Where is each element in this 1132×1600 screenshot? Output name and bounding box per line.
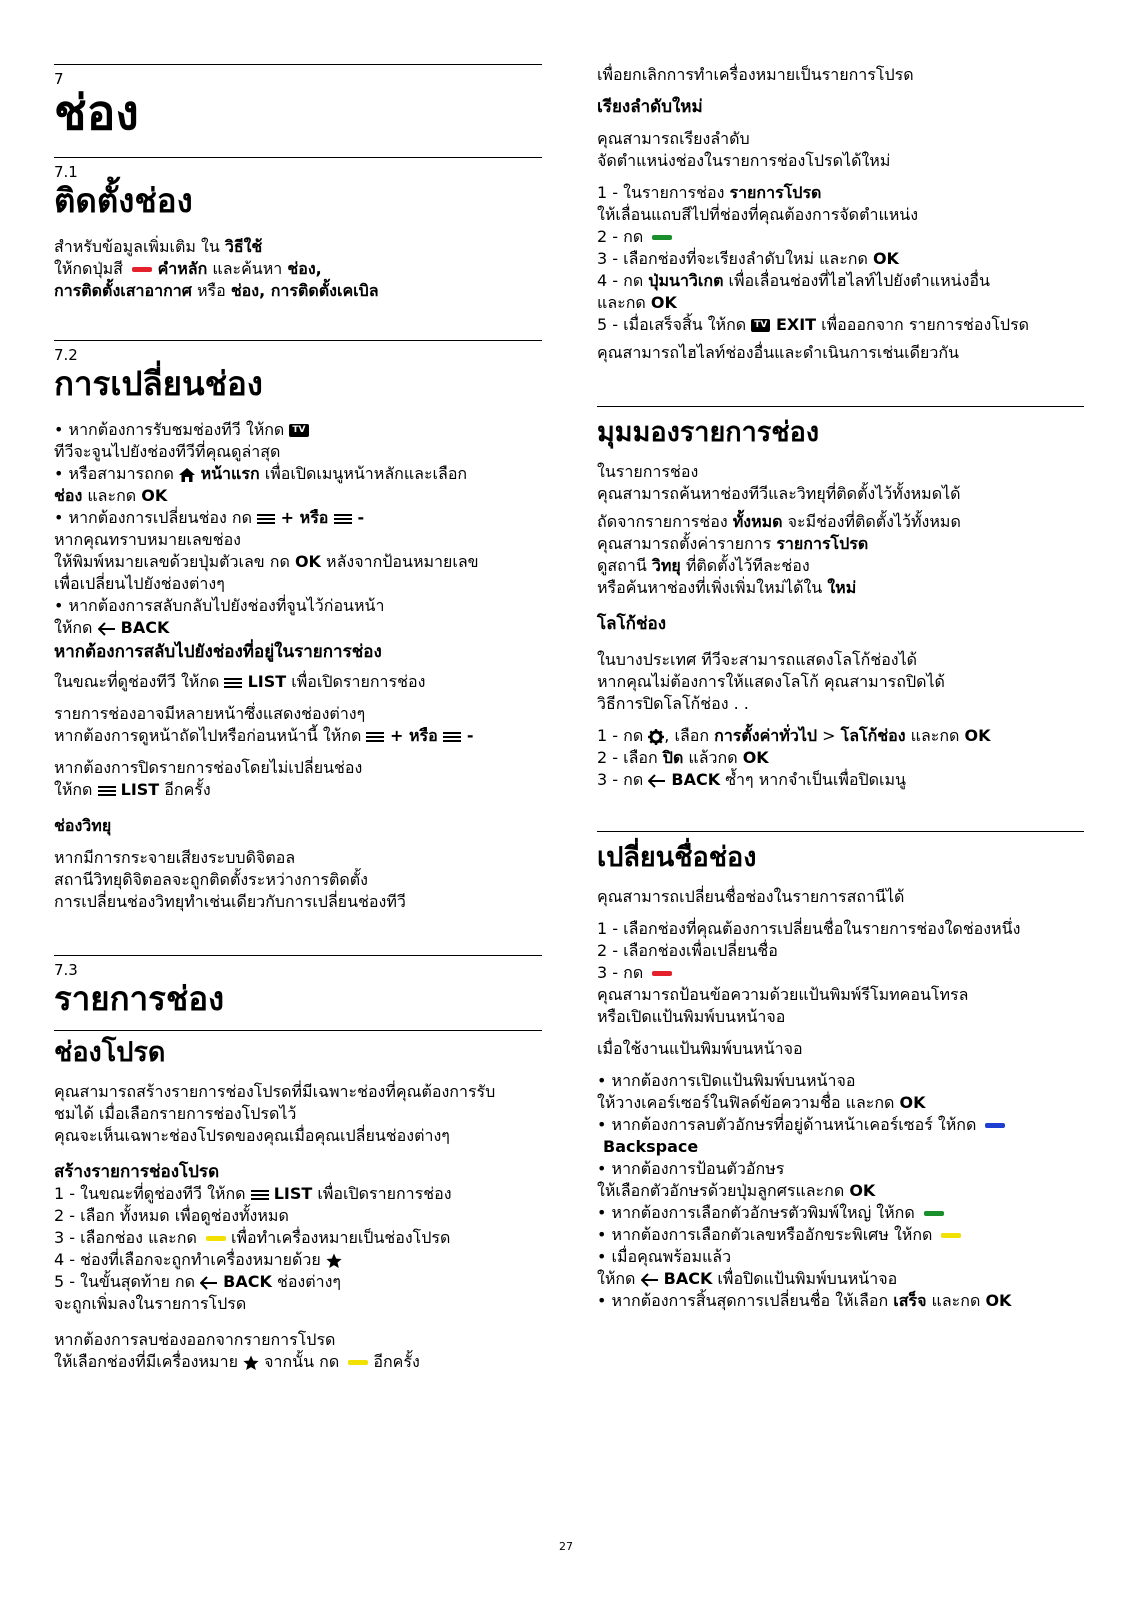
- logo-line-2: หากคุณไม่ต้องการให้แสดงโลโก้ คุณสามารถปิดได้: [597, 672, 945, 691]
- favourites-title: ช่องโปรด: [54, 1037, 166, 1068]
- switch-line-1: • หากต้องการรับชมช่องทีวี ให้กด TV: [54, 419, 542, 441]
- rename-step-3: 3 - กด: [597, 962, 1084, 984]
- menu-lines-icon: [251, 1189, 269, 1201]
- chapter-title: ช่อง: [54, 85, 139, 141]
- install-line-1: สำหรับข้อมูลเพิ่มเติม ใน วิธีใช้: [54, 237, 263, 256]
- kbd-line-5: • หากต้องการป้อนตัวอักษร: [597, 1159, 785, 1178]
- kbd-line-9: • เมื่อคุณพร้อมแล้ว: [597, 1247, 732, 1266]
- kbd-line-3: • หากต้องการลบตัวอักษรที่อยู่ด้านหน้าเคอร์เซอร์ ให้กด: [597, 1114, 1084, 1136]
- remove-line-2: ให้เลือกช่องที่มีเครื่องหมาย จากนั้น กด อีกครั้ง: [54, 1352, 420, 1371]
- tv-icon: TV: [289, 424, 308, 437]
- yellow-key-icon: [941, 1233, 961, 1238]
- yellow-key-icon: [206, 1236, 226, 1241]
- rename-step-2: 2 - เลือกช่องเพื่อเปลี่ยนชื่อ: [597, 941, 778, 960]
- rename-rule: [597, 831, 1084, 832]
- kbd-line-2: ให้วางเคอร์เซอร์ในฟิลด์ข้อความชื่อ และกด OK: [597, 1093, 926, 1112]
- star-icon: [243, 1355, 259, 1371]
- kbd-line-1: • หากต้องการเปิดแป้นพิมพ์บนหน้าจอ: [597, 1071, 856, 1090]
- radio-heading: ช่องวิทยุ: [54, 816, 112, 835]
- switch-line-4: ช่อง และกด OK: [54, 486, 168, 505]
- section-7-1-number: 7.1: [54, 163, 78, 181]
- lv-line-1: ในรายการช่อง: [597, 462, 699, 481]
- list-line-2: รายการช่องอาจมีหลายหน้าซึ่งแสดงช่องต่างๆ: [54, 704, 366, 723]
- create-step-6: จะถูกเพิ่มลงในรายการโปรด: [54, 1294, 247, 1313]
- fav-line-3: คุณจะเห็นเฉพาะช่องโปรดของคุณเมื่อคุณเปลี่ยนช่องต่างๆ: [54, 1126, 450, 1145]
- unfav-line: เพื่อยกเลิกการทำเครื่องหมายเป็นรายการโปรด: [597, 65, 914, 84]
- page-number: 27: [559, 1540, 573, 1553]
- radio-line-2: สถานีวิทยุดิจิตอลจะถูกติดตั้งระหว่างการติดตั้ง: [54, 870, 368, 889]
- blue-key-icon: [985, 1123, 1005, 1128]
- tv-icon: TV: [751, 319, 770, 332]
- section-7-3-number: 7.3: [54, 961, 78, 979]
- switch-line-10: ให้กด BACK: [54, 618, 170, 637]
- logo-step-1: 1 - กด , เลือก การตั้งค่าทั่วไป > โลโก้ช่อง และกด OK: [597, 726, 991, 745]
- fav-line-1: คุณสามารถสร้างรายการช่องโปรดที่มีเฉพาะช่องที่คุณต้องการรับ: [54, 1082, 496, 1101]
- list-line-1: ในขณะที่ดูช่องทีวี ให้กด LIST เพื่อเปิดรายการช่อง: [54, 672, 426, 691]
- back-arrow-icon: [641, 1273, 659, 1287]
- reorder-line-1: คุณสามารถเรียงลำดับ: [597, 129, 750, 148]
- lv-line-5: ดูสถานี วิทยุ ที่ติดตั้งไว้ทีละช่อง: [597, 556, 810, 575]
- kbd-line-10: ให้กด BACK เพื่อปิดแป้นพิมพ์บนหน้าจอ: [597, 1269, 898, 1288]
- switch-line-7: ให้พิมพ์หมายเลขด้วยปุ่มตัวเลข กด OK หลังจากป้อนหมายเลข: [54, 552, 479, 571]
- back-arrow-icon: [200, 1276, 218, 1290]
- chapter-rule: [54, 64, 542, 65]
- list-view-title: มุมมองรายการช่อง: [597, 417, 820, 448]
- reorder-heading: เรียงลำดับใหม่: [597, 97, 703, 117]
- reorder-step-4b: และกด OK: [597, 293, 677, 312]
- reorder-step-4: 4 - กด ปุ่มนาวิเกต เพื่อเลื่อนช่องที่ไฮไลท์ไปยังตำแหน่งอื่น: [597, 271, 990, 290]
- rename-step-1: 1 - เลือกช่องที่คุณต้องการเปลี่ยนชื่อในรายการช่องใดช่องหนึ่ง: [597, 919, 1021, 938]
- list-line-3: หากต้องการดูหน้าถัดไปหรือก่อนหน้านี้ ให้กด + หรือ -: [54, 726, 474, 745]
- menu-lines-icon: [366, 731, 384, 743]
- list-view-rule: [597, 406, 1084, 407]
- menu-lines-icon: [443, 731, 461, 743]
- gear-icon: [648, 729, 664, 745]
- right-column: [597, 0, 1084, 1312]
- channel-logos-heading: โลโก้ช่อง: [597, 614, 667, 634]
- kbd-line-4: Backspace: [603, 1137, 699, 1156]
- back-arrow-icon: [98, 622, 116, 636]
- list-line-4: หากต้องการปิดรายการช่องโดยไม่เปลี่ยนช่อง: [54, 758, 363, 777]
- create-step-3: 3 - เลือกช่อง และกด เพื่อทำเครื่องหมายเป็นช่องโปรด: [54, 1228, 451, 1247]
- green-key-icon: [924, 1211, 944, 1216]
- radio-line-1: หากมีการกระจายเสียงระบบดิจิตอล: [54, 848, 296, 867]
- remove-line-1: หากต้องการลบช่องออกจากรายการโปรด: [54, 1330, 336, 1349]
- create-step-2: 2 - เลือก ทั้งหมด เพื่อดูช่องทั้งหมด: [54, 1206, 289, 1225]
- create-step-5: 5 - ในขั้นสุดท้าย กด BACK ช่องต่างๆ: [54, 1272, 342, 1291]
- switch-line-5: • หากต้องการเปลี่ยนช่อง กด + หรือ -: [54, 508, 365, 527]
- section-7-2-rule: [54, 340, 542, 341]
- create-fav-heading: สร้างรายการช่องโปรด: [54, 1162, 220, 1182]
- section-7-2-title: การเปลี่ยนช่อง: [54, 364, 263, 403]
- reorder-step-2: 2 - กด: [597, 226, 1084, 248]
- kbd-line-7: • หากต้องการเลือกตัวอักษรตัวพิมพ์ใหญ่ ให้กด: [597, 1202, 1084, 1224]
- rename-title: เปลี่ยนชื่อช่อง: [597, 842, 757, 873]
- logo-step-3: 3 - กด BACK ซ้ำๆ หากจำเป็นเพื่อปิดเมนู: [597, 770, 906, 789]
- reorder-note: คุณสามารถไฮไลท์ช่องอื่นและดำเนินการเช่นเดียวกัน: [597, 343, 959, 362]
- install-line-2: ให้กดปุ่มสี คำหลัก และค้นหา ช่อง,: [54, 259, 322, 278]
- section-7-2-number: 7.2: [54, 346, 78, 364]
- kbd-line-8: • หากต้องการเลือกตัวเลขหรืออักขระพิเศษ ให้กด: [597, 1224, 1084, 1246]
- left-column: [54, 0, 542, 1373]
- reorder-line-2: จัดตำแหน่งช่องในรายการช่องโปรดได้ใหม่: [597, 151, 891, 170]
- switch-line-8: เพื่อเปลี่ยนไปยังช่องต่างๆ: [54, 574, 225, 593]
- favourites-rule: [54, 1030, 542, 1031]
- logo-line-3: วิธีการปิดโลโก้ช่อง . .: [597, 694, 749, 713]
- fav-line-2: ชมได้ เมื่อเลือกรายการช่องโปรดไว้: [54, 1104, 297, 1123]
- lv-line-6: หรือค้นหาช่องที่เพิ่งเพิ่มใหม่ได้ใน ใหม่: [597, 578, 857, 597]
- menu-lines-icon: [224, 677, 242, 689]
- switch-line-9: • หากต้องการสลับกลับไปยังช่องที่จูนไว้ก่อนหน้า: [54, 596, 385, 615]
- kbd-line-11: • หากต้องการสิ้นสุดการเปลี่ยนชื่อ ให้เลือก เสร็จ และกด OK: [597, 1291, 1012, 1310]
- reorder-step-3: 3 - เลือกช่องที่จะเรียงลำดับใหม่ และกด OK: [597, 249, 899, 268]
- section-7-3-title: รายการช่อง: [54, 979, 225, 1018]
- green-key-icon: [652, 235, 672, 240]
- home-icon: [179, 468, 195, 482]
- switch-in-list-heading: หากต้องการสลับไปยังช่องที่อยู่ในรายการช่อง: [54, 642, 382, 662]
- lv-line-2: คุณสามารถค้นหาช่องทีวีและวิทยุที่ติดตั้งไว้ทั้งหมดได้: [597, 484, 961, 503]
- lv-line-3: ถัดจากรายการช่อง ทั้งหมด จะมีช่องที่ติดตั้งไว้ทั้งหมด: [597, 512, 961, 531]
- back-arrow-icon: [648, 774, 666, 788]
- red-key-icon: [132, 267, 152, 272]
- logo-line-1: ในบางประเทศ ทีวีจะสามารถแสดงโลโก้ช่องได้: [597, 650, 918, 669]
- rename-line-2: คุณสามารถป้อนข้อความด้วยแป้นพิมพ์รีโมทคอนโทรล: [597, 985, 969, 1004]
- rename-line-1: คุณสามารถเปลี่ยนชื่อช่องในรายการสถานีได้: [597, 887, 905, 906]
- reorder-step-5: 5 - เมื่อเสร็จสิ้น ให้กด TV EXIT เพื่อออกจาก รายการช่องโปรด: [597, 315, 1030, 334]
- chapter-number: 7: [54, 70, 64, 88]
- rename-line-3: หรือเปิดแป้นพิมพ์บนหน้าจอ: [597, 1007, 786, 1026]
- switch-line-6: หากคุณทราบหมายเลขช่อง: [54, 530, 241, 549]
- section-7-3-rule: [54, 955, 542, 956]
- menu-lines-icon: [257, 513, 275, 525]
- list-line-5: ให้กด LIST อีกครั้ง: [54, 780, 211, 799]
- rename-line-4: เมื่อใช้งานแป้นพิมพ์บนหน้าจอ: [597, 1039, 803, 1058]
- reorder-step-1b: ให้เลื่อนแถบสีไปที่ช่องที่คุณต้องการจัดตำแหน่ง: [597, 205, 919, 224]
- create-step-1: 1 - ในขณะที่ดูช่องทีวี ให้กด LIST เพื่อเปิดรายการช่อง: [54, 1184, 452, 1203]
- logo-step-2: 2 - เลือก ปิด แล้วกด OK: [597, 748, 769, 767]
- create-step-4: 4 - ช่องที่เลือกจะถูกทำเครื่องหมายด้วย: [54, 1249, 542, 1271]
- switch-line-3: • หรือสามารถกด หน้าแรก เพื่อเปิดเมนูหน้าหลักและเลือก: [54, 464, 468, 483]
- reorder-step-1: 1 - ในรายการช่อง รายการโปรด: [597, 183, 822, 202]
- radio-line-3: การเปลี่ยนช่องวิทยุทำเช่นเดียวกับการเปลี่ยนช่องทีวี: [54, 892, 406, 911]
- kbd-line-6: ให้เลือกตัวอักษรด้วยปุ่มลูกศรและกด OK: [597, 1181, 876, 1200]
- star-icon: [326, 1253, 342, 1269]
- section-7-1-title: ติดตั้งช่อง: [54, 181, 193, 220]
- lv-line-4: คุณสามารถตั้งค่ารายการ รายการโปรด: [597, 534, 869, 553]
- menu-lines-icon: [334, 513, 352, 525]
- section-7-1-rule: [54, 157, 542, 158]
- switch-line-2: ทีวีจะจูนไปยังช่องทีวีที่คุณดูล่าสุด: [54, 442, 281, 461]
- menu-lines-icon: [98, 785, 116, 797]
- yellow-key-icon: [348, 1360, 368, 1365]
- red-key-icon: [652, 971, 672, 976]
- install-line-3: การติดตั้งเสาอากาศ หรือ ช่อง, การติดตั้งเคเบิล: [54, 281, 379, 300]
